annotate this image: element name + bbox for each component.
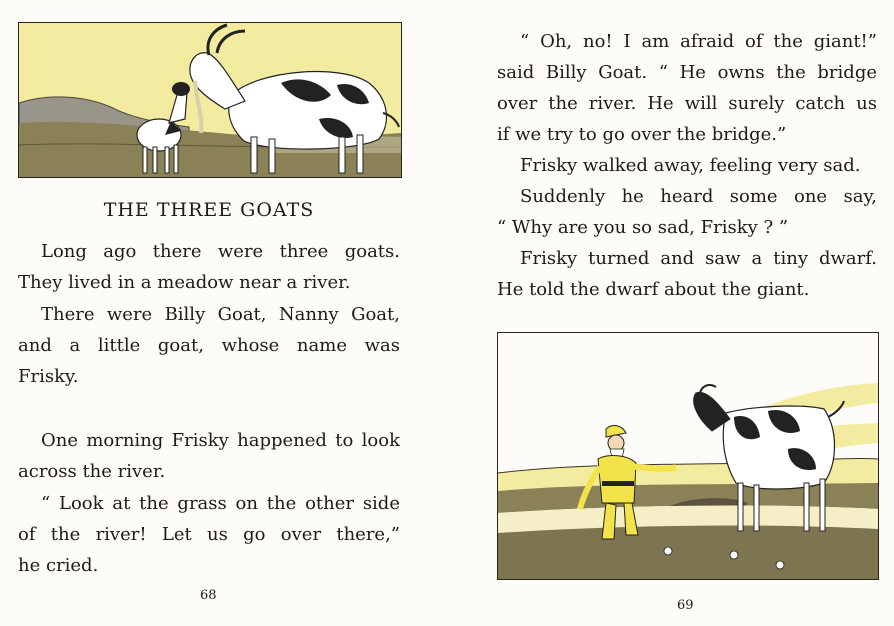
paragraph-1 — [497, 26, 877, 150]
text-line: if we try to go over the bridge.” — [497, 124, 787, 145]
right-page — [447, 0, 894, 626]
text-line: Long ago there were three goats. — [41, 241, 400, 262]
dwarf-goat-drawing — [498, 333, 878, 579]
text-line: Suddenly he heard some one say, — [520, 186, 877, 207]
story-title: THE THREE GOATS — [103, 199, 315, 221]
text-line: over the river. He will surely catch us — [497, 93, 877, 114]
page-number: 69 — [677, 598, 694, 613]
text-line: he cried. — [18, 555, 99, 576]
text-line: “ Oh, no! I am afraid of the giant!” — [520, 31, 877, 52]
paragraph-4 — [18, 488, 400, 581]
text-line: Frisky. — [18, 366, 79, 387]
text-line: said Billy Goat. “ He owns the bridge — [497, 62, 877, 83]
illustration-dwarf-and-goat — [497, 332, 879, 580]
paragraph-1 — [18, 236, 400, 298]
text-line: of the river! Let us go over there,” — [18, 524, 400, 545]
text-line: “ Why are you so sad, Frisky ? ” — [497, 217, 789, 238]
text-line: Frisky walked away, feeling very sad. — [520, 155, 861, 176]
goats-meadow-drawing — [19, 23, 401, 177]
illustration-goats-meadow — [18, 22, 402, 178]
paragraph-3 — [497, 181, 877, 243]
paragraph-2 — [497, 150, 877, 181]
text-line: He told the dwarf about the giant. — [497, 279, 810, 300]
text-line: They lived in a meadow near a river. — [18, 272, 351, 293]
paragraph-4 — [497, 243, 877, 305]
text-line: “ Look at the grass on the other side — [41, 493, 400, 514]
text-line: Frisky turned and saw a tiny dwarf. — [520, 248, 877, 269]
text-line: and a little goat, whose name was — [18, 335, 400, 356]
text-line: across the river. — [18, 461, 166, 482]
text-line: There were Billy Goat, Nanny Goat, — [41, 304, 400, 325]
paragraph-2 — [18, 299, 400, 392]
text-line: One morning Frisky happened to look — [41, 430, 400, 451]
paragraph-3 — [18, 425, 400, 487]
page-number: 68 — [200, 588, 217, 603]
